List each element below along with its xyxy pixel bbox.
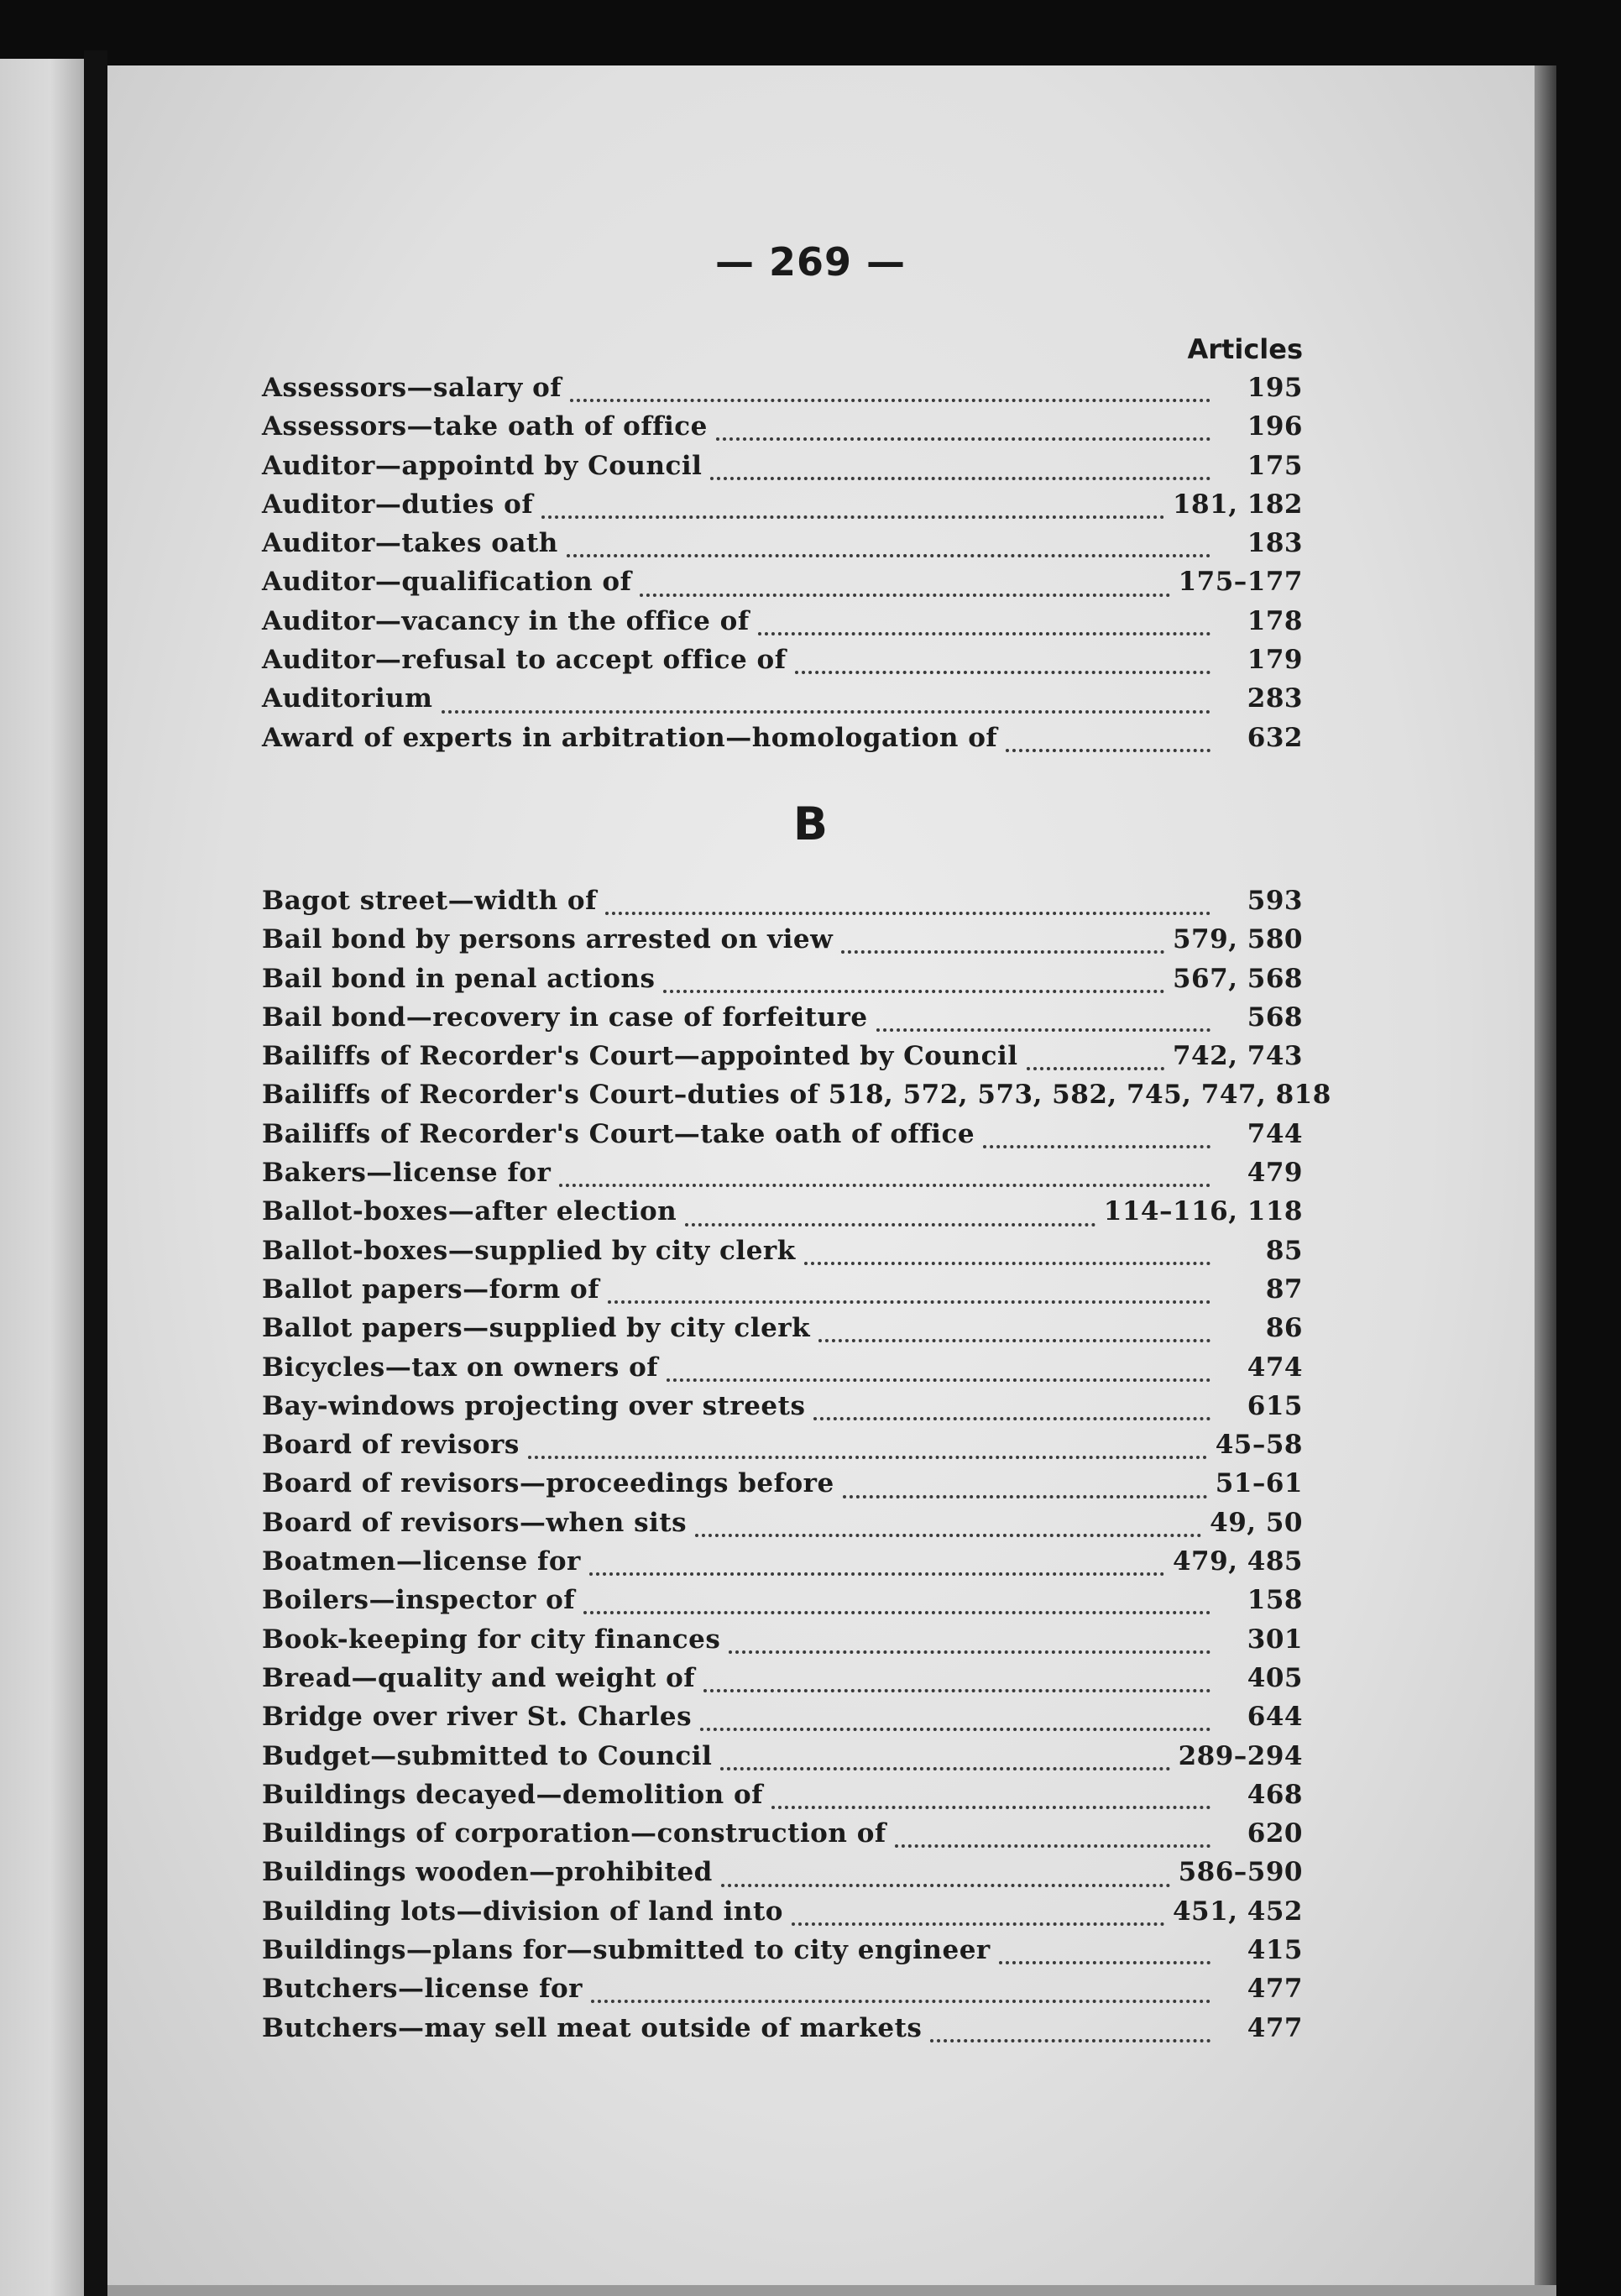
index-entry — [262, 1002, 1303, 1041]
dot-leader — [591, 2000, 1211, 2003]
index-entry-articles: 195 — [1247, 373, 1303, 403]
index-entry-term: Bail bond by persons arrested on view — [262, 924, 834, 955]
index-entry-articles: 477 — [1247, 2012, 1303, 2043]
dot-leader — [583, 1611, 1211, 1614]
dot-leader — [528, 1456, 1207, 1459]
index-entry-articles: 567, 568 — [1172, 963, 1303, 994]
index-entry — [262, 1236, 1303, 1274]
page-bottom-edge — [107, 2285, 1556, 2296]
index-entry — [262, 1080, 1331, 1118]
index-entry-articles: 175 — [1247, 450, 1303, 481]
index-entry-term: Ballot-boxes—supplied by city clerk — [262, 1235, 796, 1266]
index-entry-articles: 744 — [1247, 1118, 1303, 1149]
index-entry-articles: 615 — [1247, 1390, 1303, 1421]
index-entry-articles: 183 — [1247, 528, 1303, 559]
index-entry-term: Bail bond—recovery in case of forfeiture — [262, 1002, 868, 1033]
index-entry-term: Board of revisors—proceedings before — [262, 1468, 834, 1499]
dot-leader — [983, 1145, 1211, 1148]
book-gutter — [84, 50, 107, 2296]
index-entry-articles: 85 — [1265, 1235, 1303, 1266]
index-entry — [262, 411, 1303, 450]
index-entry-term: Ballot papers—supplied by city clerk — [262, 1313, 811, 1344]
index-section-b — [262, 886, 1331, 2052]
index-entry-term: Building lots—division of land into — [262, 1896, 783, 1927]
dot-leader — [685, 1223, 1095, 1226]
index-entry — [262, 1818, 1303, 1857]
index-entry — [262, 451, 1303, 489]
index-entry-articles: 451, 452 — [1172, 1896, 1303, 1927]
index-entry — [262, 645, 1303, 683]
index-entry-term: Bailiffs of Recorder's Court—appointed by Council — [262, 1041, 1018, 1072]
dot-leader — [559, 1184, 1211, 1187]
index-entry — [262, 1041, 1303, 1080]
index-entry-term: Buildings of corporation—construction of — [262, 1818, 886, 1849]
index-entry-term: Bagot street—width of — [262, 886, 597, 916]
index-entry — [262, 964, 1303, 1002]
index-entry-articles: 479, 485 — [1172, 1546, 1303, 1577]
index-entry-term: Bailiffs of Recorder's Court–duties of 518, 572, 573, 582, 745, 747, 818 — [262, 1080, 1331, 1111]
index-entry-articles: 568 — [1247, 1002, 1303, 1033]
dot-leader — [716, 437, 1211, 441]
index-entry-term: Auditor—qualification of — [262, 567, 632, 598]
index-entry — [262, 1741, 1303, 1780]
dot-leader — [720, 1767, 1169, 1770]
index-entry-articles: 45–58 — [1215, 1430, 1303, 1461]
index-entry-articles: 178 — [1247, 605, 1303, 636]
dot-leader — [813, 1417, 1211, 1420]
page-right-edge — [1535, 65, 1556, 2290]
dot-leader — [930, 2039, 1211, 2042]
index-entry-term: Auditorium — [262, 683, 433, 714]
dot-leader — [667, 1378, 1211, 1382]
index-entry — [262, 1624, 1303, 1663]
index-entry-term: Auditor—appointd by Council — [262, 450, 703, 481]
index-entry-term: Award of experts in arbitration—homologation of — [262, 722, 998, 753]
index-entry-articles: 593 — [1247, 886, 1303, 916]
index-entry-term: Ballot papers—form of — [262, 1274, 600, 1305]
index-entry — [262, 924, 1303, 963]
index-entry — [262, 2013, 1303, 2052]
index-entry-term: Buildings—plans for—submitted to city engineer — [262, 1935, 991, 1966]
index-entry-term: Board of revisors — [262, 1430, 520, 1461]
index-entry-term: Assessors—salary of — [262, 373, 562, 403]
index-entry — [262, 567, 1303, 605]
index-entry — [262, 723, 1303, 761]
dot-leader — [640, 594, 1169, 597]
index-entry-articles: 301 — [1247, 1624, 1303, 1655]
index-entry-term: Assessors—take oath of office — [262, 411, 708, 442]
index-entry-articles: 632 — [1247, 722, 1303, 753]
index-entry-term: Bread—quality and weight of — [262, 1662, 696, 1693]
index-entry-term: Boatmen—license for — [262, 1546, 581, 1577]
index-entry-term: Bridge over river St. Charles — [262, 1702, 693, 1733]
dot-leader — [567, 554, 1211, 557]
index-entry-term: Auditor—vacancy in the office of — [262, 605, 750, 636]
index-entry — [262, 1974, 1303, 2012]
dot-leader — [700, 1728, 1211, 1731]
dot-leader — [895, 1844, 1211, 1848]
index-entry — [262, 1468, 1303, 1507]
index-entry-articles: 289–294 — [1178, 1740, 1303, 1771]
index-entry-term: Budget—submitted to Council — [262, 1740, 713, 1771]
index-entry-term: Ballot-boxes—after election — [262, 1196, 677, 1227]
index-entry-term: Bakers—license for — [262, 1158, 552, 1189]
index-entry — [262, 1585, 1303, 1624]
index-entry — [262, 606, 1303, 645]
index-entry — [262, 886, 1303, 924]
dot-leader — [703, 1689, 1211, 1692]
dot-leader — [876, 1028, 1211, 1032]
index-entry — [262, 1352, 1303, 1391]
index-entry-articles: 586–590 — [1178, 1857, 1303, 1888]
dot-leader — [710, 477, 1211, 480]
index-entry-term: Auditor—takes oath — [262, 528, 558, 559]
dot-leader — [1006, 749, 1211, 752]
dot-leader — [1027, 1067, 1164, 1070]
index-entry — [262, 1702, 1303, 1740]
dot-leader — [999, 1961, 1211, 1964]
dot-leader — [843, 1495, 1207, 1498]
index-entry-articles: 181, 182 — [1172, 489, 1303, 520]
index-entry-articles: 405 — [1247, 1662, 1303, 1693]
dot-leader — [570, 399, 1211, 402]
index-entry-term: Bicycles—tax on owners of — [262, 1352, 659, 1383]
index-entry — [262, 1196, 1303, 1235]
dot-leader — [695, 1534, 1201, 1537]
index-entry-term: Board of revisors—when sits — [262, 1507, 688, 1538]
index-entry-articles: 468 — [1247, 1779, 1303, 1810]
index-entry-term: Bay-windows projecting over streets — [262, 1390, 806, 1421]
index-entry-term: Bail bond in penal actions — [262, 963, 656, 994]
index-entry-articles: 196 — [1247, 411, 1303, 442]
index-entry-term: Book-keeping for city finances — [262, 1624, 721, 1655]
index-entry-articles: 175–177 — [1178, 567, 1303, 598]
dot-leader — [541, 515, 1164, 519]
index-entry — [262, 1274, 1303, 1313]
section-letter-b: B — [792, 798, 829, 850]
index-entry-term: Buildings decayed—demolition of — [262, 1779, 764, 1810]
index-entry — [262, 1935, 1303, 1974]
index-entry — [262, 1780, 1303, 1818]
index-entry — [262, 1546, 1303, 1585]
index-entry-articles: 620 — [1247, 1818, 1303, 1849]
index-entry-articles: 114–116, 118 — [1103, 1196, 1303, 1227]
index-entry — [262, 373, 1303, 411]
dot-leader — [771, 1806, 1211, 1809]
index-entry-term: Auditor—refusal to accept office of — [262, 645, 787, 676]
index-entry-articles: 415 — [1247, 1935, 1303, 1966]
index-entry-articles: 477 — [1247, 1974, 1303, 2005]
index-entry-term: Buildings wooden—prohibited — [262, 1857, 713, 1888]
index-entry — [262, 1857, 1303, 1896]
index-entry-term: Auditor—duties of — [262, 489, 534, 520]
index-entry-articles: 51–61 — [1215, 1468, 1303, 1499]
dot-leader — [841, 950, 1164, 954]
index-entry-articles: 474 — [1247, 1352, 1303, 1383]
index-entry — [262, 1158, 1303, 1196]
dot-leader — [818, 1339, 1211, 1342]
dot-leader — [663, 990, 1164, 993]
index-entry-articles: 179 — [1247, 645, 1303, 676]
dot-leader — [729, 1650, 1211, 1654]
dot-leader — [804, 1262, 1211, 1265]
index-entry-articles: 579, 580 — [1172, 924, 1303, 955]
index-section-a — [262, 373, 1303, 761]
facing-page-edge — [0, 59, 84, 2296]
index-entry-articles: 86 — [1265, 1313, 1303, 1344]
index-entry — [262, 1119, 1303, 1158]
index-entry — [262, 1430, 1303, 1468]
index-entry — [262, 1313, 1303, 1352]
dot-leader — [442, 710, 1211, 714]
dot-leader — [721, 1884, 1170, 1887]
index-entry — [262, 489, 1303, 528]
index-entry — [262, 528, 1303, 567]
dot-leader — [605, 912, 1211, 915]
dot-leader — [589, 1572, 1164, 1576]
dot-leader — [792, 1922, 1164, 1926]
index-entry — [262, 1391, 1303, 1430]
index-entry — [262, 683, 1303, 722]
index-entry — [262, 1508, 1303, 1546]
index-entry-articles: 49, 50 — [1210, 1507, 1303, 1538]
index-entry-term: Butchers—may sell meat outside of markets — [262, 2012, 923, 2043]
index-entry-term: Boilers—inspector of — [262, 1585, 576, 1616]
dot-leader — [608, 1300, 1211, 1304]
index-entry-term: Butchers—license for — [262, 1974, 583, 2005]
dot-leader — [758, 632, 1211, 635]
index-entry-articles: 87 — [1265, 1274, 1303, 1305]
index-entry — [262, 1896, 1303, 1935]
index-entry-articles: 644 — [1247, 1702, 1303, 1733]
index-entry-articles: 479 — [1247, 1158, 1303, 1189]
articles-column-header: Articles — [1187, 333, 1303, 365]
index-entry — [262, 1663, 1303, 1702]
dot-leader — [795, 671, 1211, 674]
index-entry-term: Bailiffs of Recorder's Court—take oath of office — [262, 1118, 975, 1149]
index-entry-articles: 742, 743 — [1172, 1041, 1303, 1072]
page-number: — 269 — — [714, 239, 907, 285]
index-entry-articles: 158 — [1247, 1585, 1303, 1616]
index-entry-articles: 283 — [1247, 683, 1303, 714]
